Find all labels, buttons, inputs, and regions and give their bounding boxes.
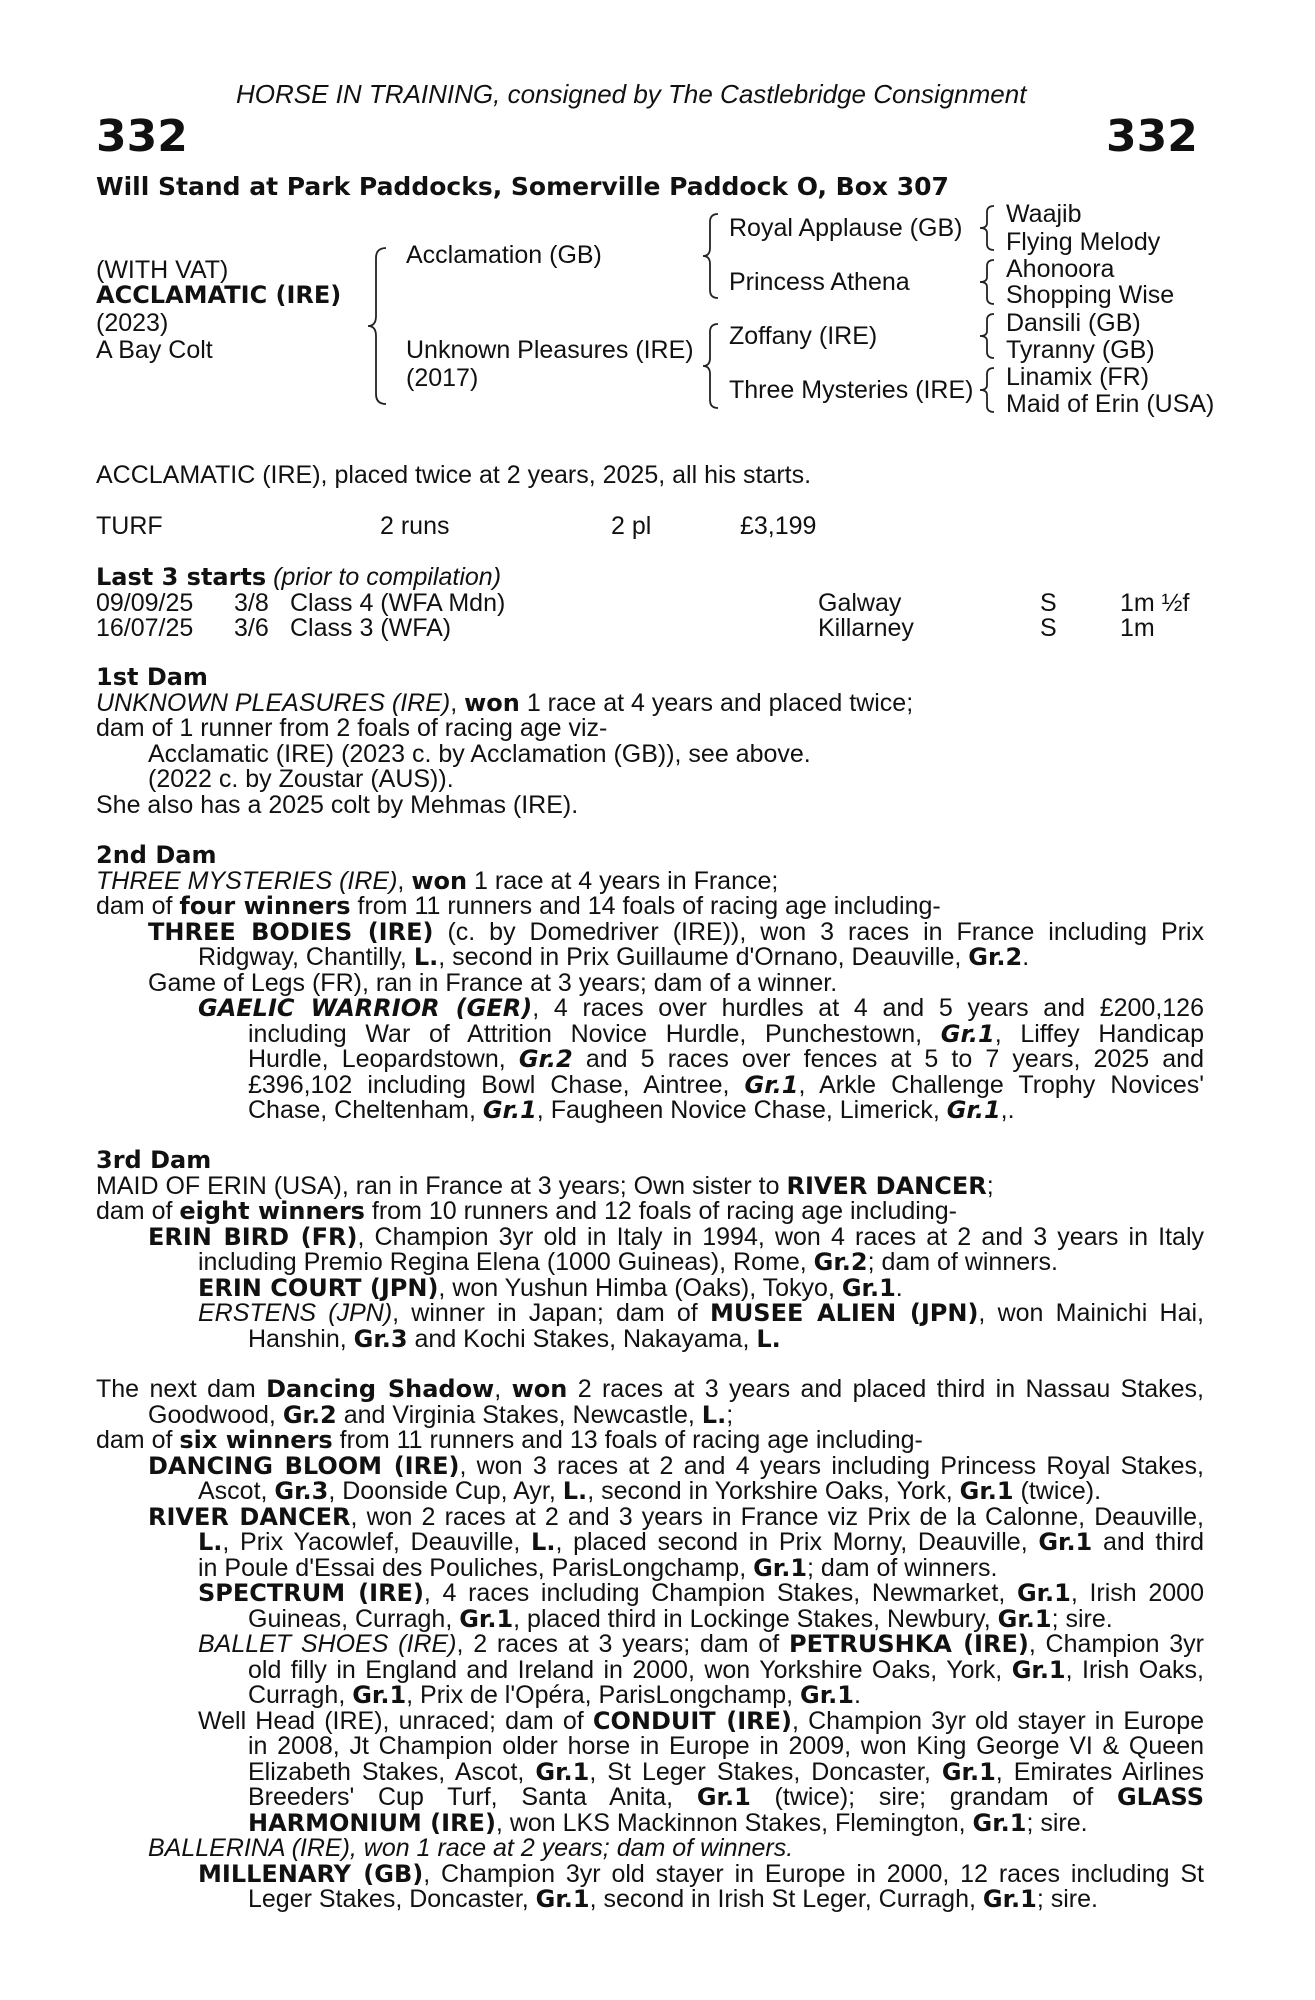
next-dam-line: Elizabeth Stakes, Ascot, Gr.1, St Leger Stakes, Doncaster, Gr.1, Emirates Airlines [248,1757,1204,1786]
pedigree-gg5: Dansili (GB) [1006,309,1141,337]
next-dam-line: BALLERINA (IRE), won 1 race at 2 years; dam of winners. [148,1834,794,1862]
second-dam-line: Game of Legs (FR), ran in France at 3 years; dam of a winner. [148,968,838,997]
first-dam-produce: Acclamatic (IRE) (2023 c. by Acclamation (GB)), see above. [148,739,811,768]
vat-status: (WITH VAT) [96,256,229,284]
pedigree-bracket-dam [700,322,724,412]
next-dam-line: RIVER DANCER, won 2 races at 2 and 3 years in France viz Prix de la Calonne, Deauville, [148,1502,1204,1531]
next-dam-line: SPECTRUM (IRE), 4 races including Champion Stakes, Newmarket, Gr.1, Irish 2000 [198,1579,1204,1607]
third-dam-line: MAID OF ERIN (USA), ran in France at 3 years; Own sister to RIVER DANCER; [96,1171,994,1200]
pedigree-dam: Unknown Pleasures (IRE) [406,336,694,364]
horse-year: (2023) [96,309,169,337]
start-distance: 1m ½f [1120,589,1190,617]
first-dam-produce: (2022 c. by Zoustar (AUS)). [148,765,454,793]
next-dam-line: old filly in England and Ireland in 2000, won Yorkshire Oaks, York, Gr.1, Irish Oaks, [248,1655,1204,1684]
third-dam-line: Hanshin, Gr.3 and Kochi Stakes, Nakayama, L. [248,1324,781,1353]
second-dam-heading: 2nd Dam [96,841,217,869]
start-going: S [1040,614,1057,642]
second-dam-line: GAELIC WARRIOR (GER), 4 races over hurdles at 4 and 5 years and £200,126 [198,994,1204,1022]
next-dam-line: DANCING BLOOM (IRE), won 3 races at 2 and 4 years including Princess Royal Stakes, [148,1451,1204,1480]
third-dam-line: ERIN COURT (JPN), won Yushun Himba (Oaks), Tokyo, Gr.1. [198,1273,903,1302]
third-dam-line: ERIN BIRD (FR), Champion 3yr old in Italy in 1994, won 4 races at 2 and 3 years in Italy [148,1222,1204,1251]
pedigree-bracket-g1 [976,204,1000,254]
second-dam-line: THREE MYSTERIES (IRE), won 1 race at 4 years in France; [96,866,779,895]
next-dam-line: dam of six winners from 11 runners and 13 foals of racing age including- [96,1426,923,1454]
record-surface: TURF [96,512,163,540]
third-dam-section [96,1148,1204,1352]
first-dam-line: UNKNOWN PLEASURES (IRE), won 1 race at 4 years and placed twice; [96,688,914,717]
first-dam-heading: 1st Dam [96,663,208,691]
pedigree-gg7: Linamix (FR) [1006,363,1150,391]
next-dam-line: Goodwood, Gr.2 and Virginia Stakes, Newcastle, L.; [148,1400,734,1429]
pedigree-dam-sire: Zoffany (IRE) [729,322,878,350]
second-dam-line: Ridgway, Chantilly, L., second in Prix Guillaume d'Ornano, Deauville, Gr.2. [198,943,1030,971]
second-dam-line: £396,102 including Bowl Chase, Aintree, Gr.1, Arkle Challenge Trophy Novices' [248,1070,1205,1099]
stand-location: Will Stand at Park Paddocks, Somerville Paddock O, Box 307 [96,172,949,201]
record-runs: 2 runs [380,512,450,540]
start-distance: 1m [1120,614,1155,642]
last-starts-title: Last 3 starts [96,563,267,591]
second-dam-line: including War of Attrition Novice Hurdle, Punchestown, Gr.1, Liffey Handicap [248,1019,1204,1048]
next-dam-line: BALLET SHOES (IRE), 2 races at 3 years; dam of PETRUSHKA (IRE), Champion 3yr [198,1630,1204,1658]
horse-name: ACCLAMATIC (IRE) [96,281,342,309]
next-dam-line: Guineas, Curragh, Gr.1, placed third in Lockinge Stakes, Newbury, Gr.1; sire. [248,1604,1113,1633]
next-dam-section [96,1377,1204,1913]
next-dam-line: Curragh, Gr.1, Prix de l'Opéra, ParisLongchamp, Gr.1. [248,1681,861,1709]
first-dam-section [96,665,1204,818]
pedigree-sire-sire: Royal Applause (GB) [729,214,963,242]
pedigree-bracket-g4 [976,366,1000,416]
pedigree-bracket-sire [700,212,724,302]
start-position: 3/8 [234,589,269,617]
next-dam-line: in Poule d'Essai des Pouliches, ParisLongchamp, Gr.1; dam of winners. [198,1553,998,1582]
start-position: 3/6 [234,614,269,642]
second-dam-line: THREE BODIES (IRE) (c. by Domedriver (IRE)), won 3 races in France including Prix [148,917,1205,946]
third-dam-line: including Premio Regina Elena (1000 Guineas), Rome, Gr.2; dam of winners. [198,1248,1058,1276]
next-dam-line: Leger Stakes, Doncaster, Gr.1, second in Irish St Leger, Curragh, Gr.1; sire. [248,1885,1098,1913]
pedigree-gg1: Waajib [1006,200,1082,228]
second-dam-line: Chase, Cheltenham, Gr.1, Faugheen Novice Chase, Limerick, Gr.1,. [248,1096,1015,1124]
start-course: Galway [818,589,902,617]
pedigree-dam-dam: Three Mysteries (IRE) [729,376,974,404]
last-starts-heading [96,563,501,592]
second-dam-line: dam of four winners from 11 runners and 14 foals of racing age including- [96,892,941,920]
pedigree-dam-year: (2017) [406,364,479,392]
pedigree-gg6: Tyranny (GB) [1006,336,1155,364]
start-course: Killarney [818,614,914,642]
lot-number-right: 332 [1106,111,1198,162]
next-dam-line: HARMONIUM (IRE), won LKS Mackinnon Stakes, Flemington, Gr.1; sire. [248,1808,1088,1837]
lot-number-left: 332 [96,111,188,162]
start-date: 09/09/25 [96,589,194,617]
next-dam-line: The next dam Dancing Shadow, won 2 races at 3 years and placed third in Nassau Stakes, [96,1375,1204,1403]
pedigree-gg3: Ahonoora [1006,255,1115,283]
pedigree-gg2: Flying Melody [1006,228,1161,256]
start-date: 16/07/25 [96,614,194,642]
third-dam-line: ERSTENS (JPN), winner in Japan; dam of MUSEE ALIEN (JPN), won Mainichi Hai, [198,1299,1204,1327]
next-dam-line: Breeders' Cup Turf, Santa Anita, Gr.1 (twice); sire; grandam of GLASS [248,1783,1205,1811]
second-dam-line: Hurdle, Leopardstown, Gr.2 and 5 races over fences at 5 to 7 years, 2025 and [248,1045,1204,1073]
pedigree-gg8: Maid of Erin (USA) [1006,390,1215,418]
next-dam-line: Ascot, Gr.3, Doonside Cup, Ayr, L., second in Yorkshire Oaks, York, Gr.1 (twice). [198,1477,1102,1505]
pedigree-bracket-main [364,246,394,406]
first-dam-line: She also has a 2025 colt by Mehmas (IRE). [96,790,579,819]
horse-description: A Bay Colt [96,336,213,364]
next-dam-line: L., Prix Yacowlef, Deauville, L., placed second in Prix Morny, Deauville, Gr.1 and third [198,1528,1204,1556]
start-race: Class 3 (WFA) [290,614,452,642]
third-dam-line: dam of eight winners from 10 runners and 12 foals of racing age including- [96,1197,957,1225]
pedigree-sire: Acclamation (GB) [406,241,602,269]
next-dam-line: Well Head (IRE), unraced; dam of CONDUIT (IRE), Champion 3yr old stayer in Europe [198,1706,1205,1735]
pedigree-bracket-g3 [976,312,1000,362]
start-race: Class 4 (WFA Mdn) [290,589,506,617]
next-dam-line: MILLENARY (GB), Champion 3yr old stayer in Europe in 2000, 12 races including St [198,1859,1204,1888]
consignment-header: HORSE IN TRAINING, consigned by The Castlebridge Consignment [236,79,1027,109]
start-going: S [1040,589,1057,617]
pedigree-sire-dam: Princess Athena [729,268,910,296]
race-summary: ACCLAMATIC (IRE), placed twice at 2 years, 2025, all his starts. [96,461,812,489]
pedigree-gg4: Shopping Wise [1006,281,1175,309]
first-dam-line: dam of 1 runner from 2 foals of racing age viz- [96,714,608,742]
third-dam-heading: 3rd Dam [96,1146,212,1174]
record-earnings: £3,199 [740,512,817,540]
record-placed: 2 pl [611,512,652,540]
second-dam-section [96,843,1204,1124]
last-starts-note: (prior to compilation) [273,563,502,591]
next-dam-line: in 2008, Jt Champion older horse in Europe in 2009, won King George VI & Queen [248,1732,1204,1760]
pedigree-bracket-g2 [976,258,1000,308]
